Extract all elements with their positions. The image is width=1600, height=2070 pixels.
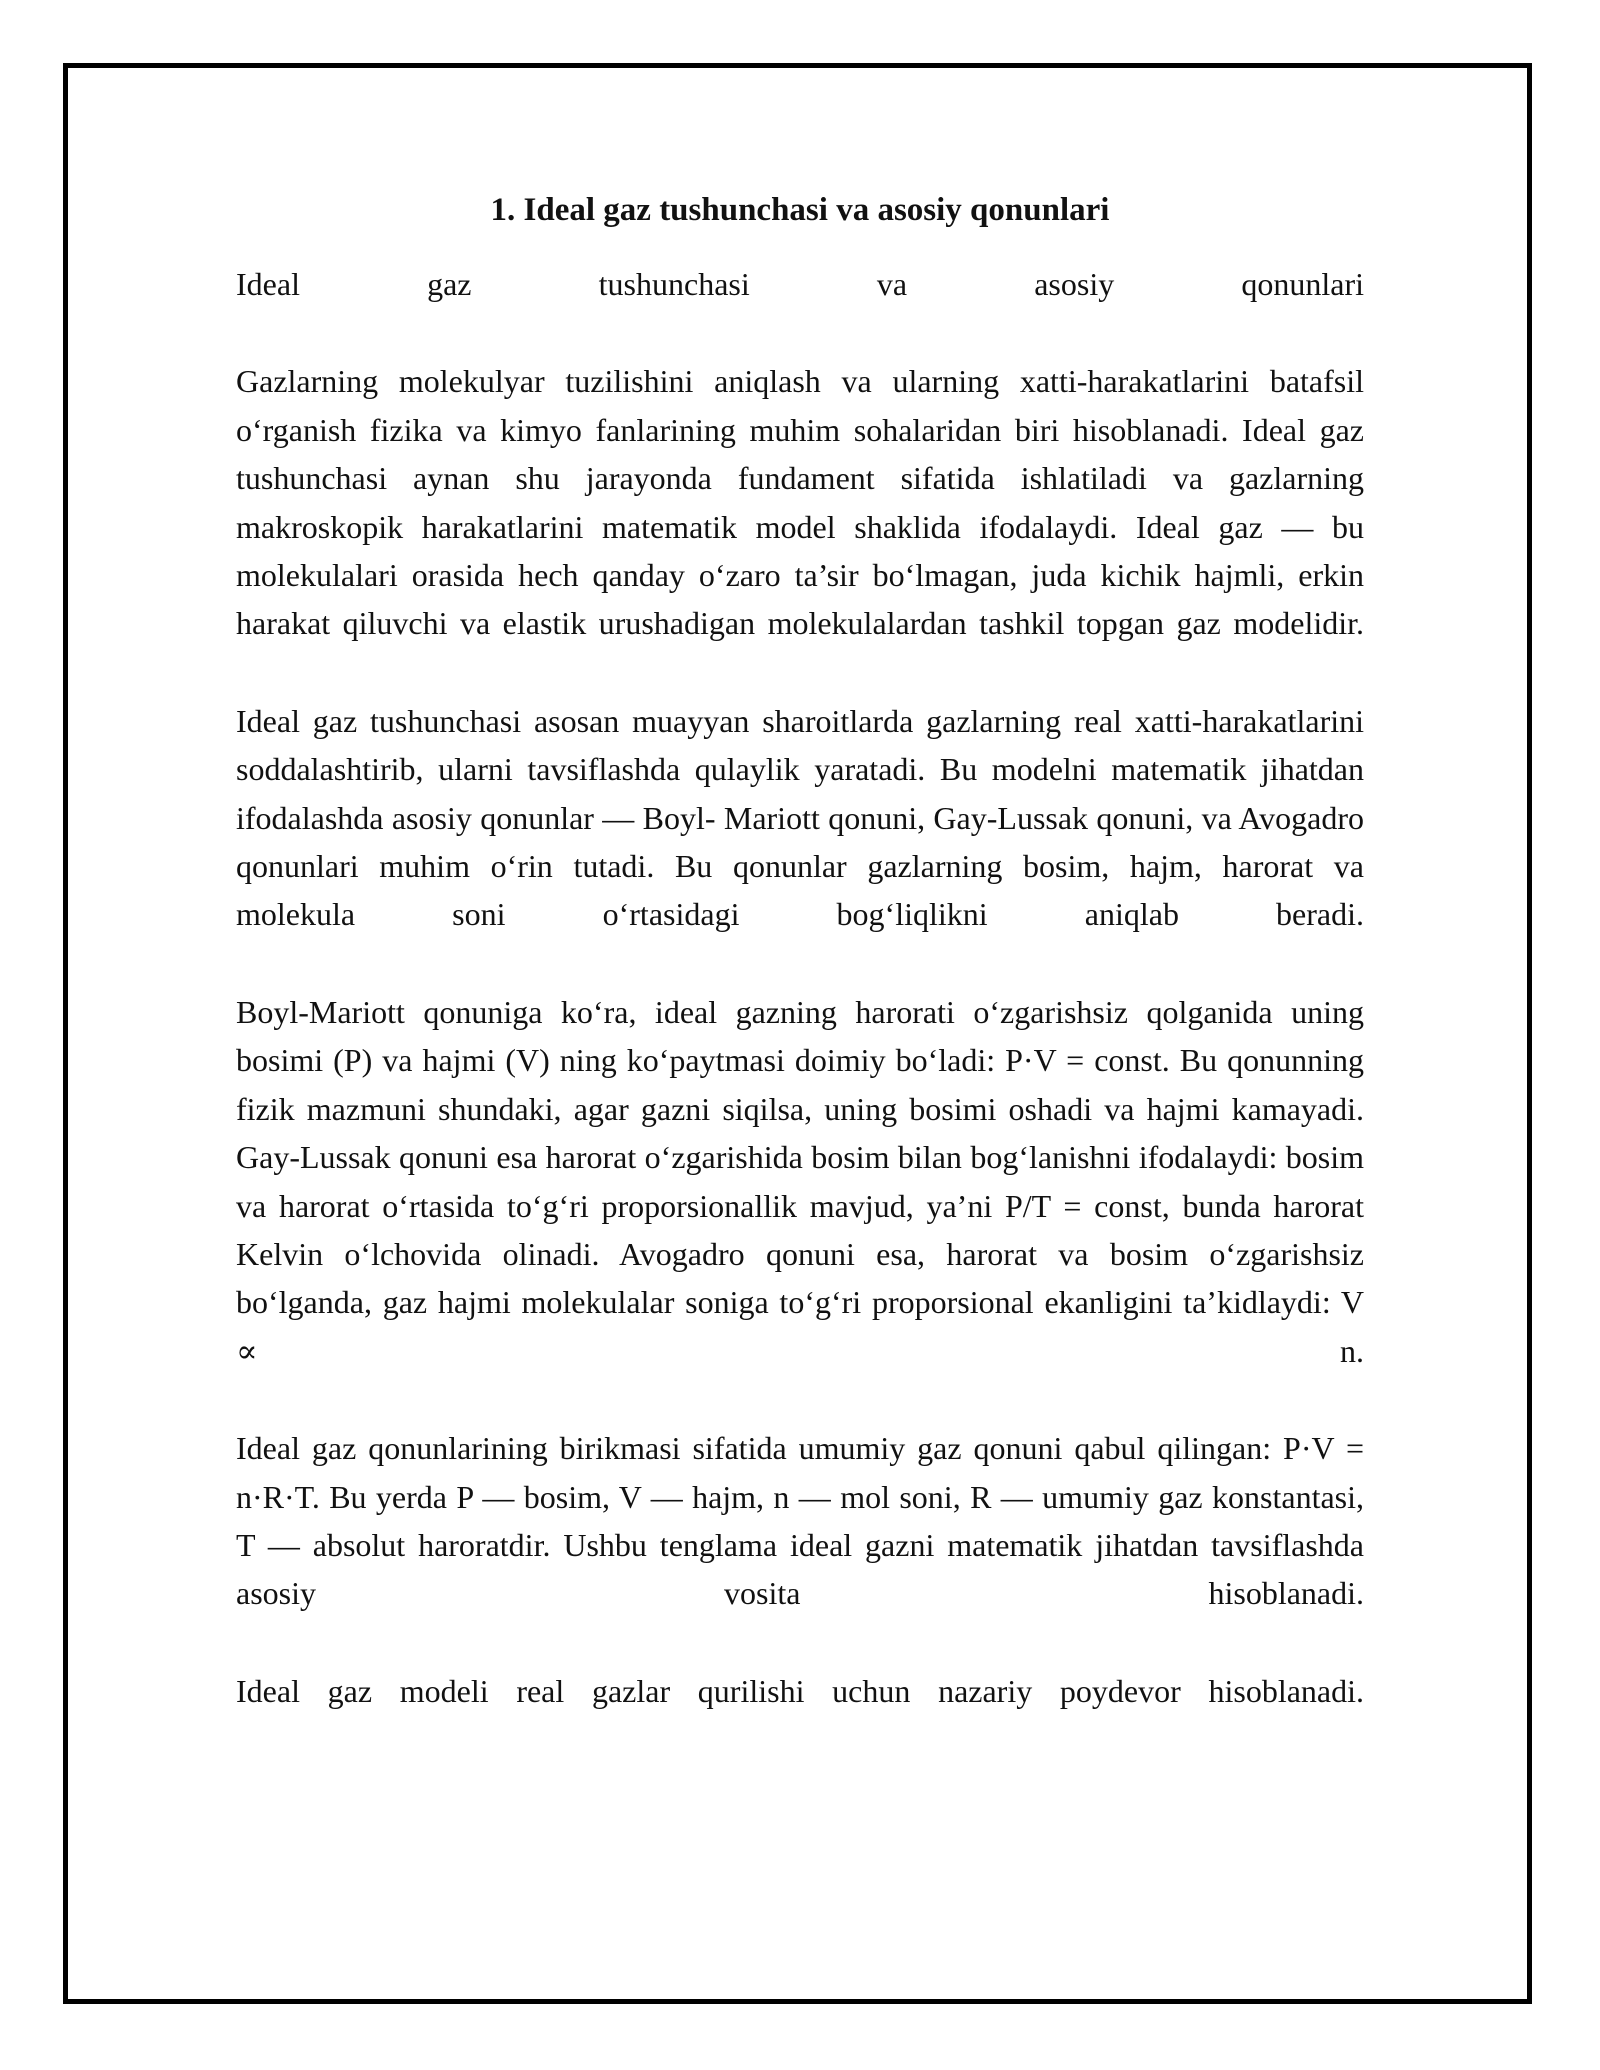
- paragraph: Ideal gaz qonunlarining birikmasi sifatida umumiy gaz qonuni qabul qilingan: P·V = n·R·T. Bu yerda P — bosim, V — hajm, n — mol soni, R — umumiy gaz konstantasi, T — absolut haroratdir. Ushbu tenglama ideal gazni matematik jihatdan tavsiflashda asosiy vosita hisoblanadi.: [236, 1430, 1364, 1612]
- paragraph: Ideal gaz modeli real gazlar qurilishi uchun nazariy poydevor hisoblanadi.: [236, 1672, 1364, 1709]
- section-subtitle: Ideal gaz tushunchasi va asosiy qonunlari: [236, 266, 1364, 302]
- page-title: 1. Ideal gaz tushunchasi va asosiy qonunlari: [490, 192, 1110, 228]
- paragraph: Gazlarning molekulyar tuzilishini aniqlash va ularning xatti-harakatlarini batafsil o‘rganish fizika va kimyo fanlarining muhim sohalaridan biri hisoblanadi. Ideal gaz tushunchasi aynan shu jarayonda fundament sifatida ishlatiladi va gazlarning makroskopik harakatlarini matematik model shaklida ifodalaydi. Ideal gaz — bu molekulalari orasida hech qanday o‘zaro ta’sir bo‘lmagan, juda kichik hajmli, erkin harakat qiluvchi va elastik urushadigan molekulalardan tashkil topgan gaz modelidir.: [236, 363, 1364, 642]
- paragraph: Ideal gaz tushunchasi asosan muayyan sharoitlarda gazlarning real xatti-harakatlarini soddalashtirib, ularni tavsiflashda qulaylik yaratadi. Bu modelni matematik jihatdan ifodalashda asosiy qonunlar — Boyl- Mariott qonuni, Gay-Lussak qonuni, va Avogadro qonunlari muhim o‘rin tutadi. Bu qonunlar gazlarning bosim, hajm, harorat va molekula soni o‘rtasidagi bog‘liqlikni aniqlab beradi.: [236, 702, 1364, 933]
- document-body: [236, 190, 1364, 1715]
- paragraph: Boyl-Mariott qonuniga ko‘ra, ideal gazning harorati o‘zgarishsiz qolganida uning bosimi (P) va hajmi (V) ning ko‘paytmasi doimiy bo‘ladi: P·V = const. Bu qonunning fizik mazmuni shundaki, agar gazni siqilsa, uning bosimi oshadi va hajmi kamayadi. Gay-Lussak qonuni esa harorat o‘zgarishida bosim bilan bog‘lanishni ifodalaydi: bosim va harorat o‘rtasida to‘g‘ri proporsionallik mavjud, ya’ni P/T = const, bunda harorat Kelvin o‘lchovida olinadi. Avogadro qonuni esa, harorat va bosim o‘zgarishsiz bo‘lganda, gaz hajmi molekulalar soniga to‘g‘ri proporsional ekanligini ta’kidlaydi: V ∝ n.: [236, 993, 1364, 1369]
